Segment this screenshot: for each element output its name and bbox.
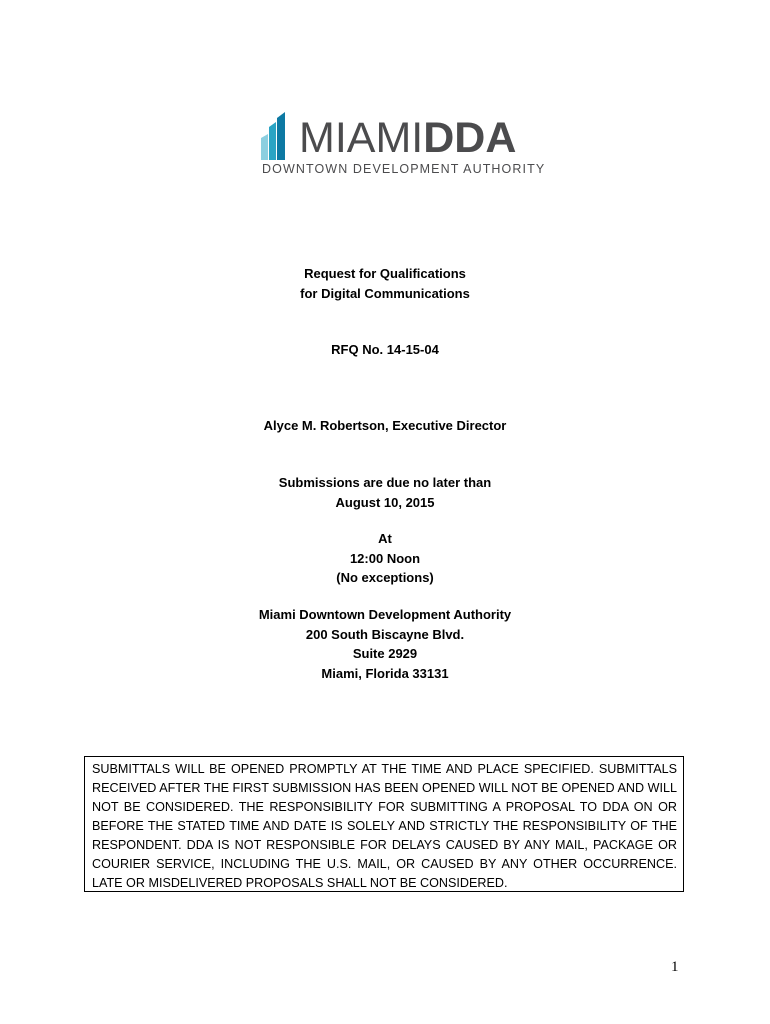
title-line-2: for Digital Communications (300, 285, 470, 301)
title-line-1: Request for Qualifications (304, 266, 466, 281)
address-suite: Suite 2929 (352, 646, 418, 661)
address-street: 200 South Biscayne Blvd. (305, 626, 465, 642)
time-note: (No exceptions) (336, 570, 434, 585)
due-line-2: August 10, 2015 (335, 494, 435, 510)
due-time (0, 529, 770, 588)
due-date (0, 473, 770, 512)
submittal-notice-text: SUBMITTALS WILL BE OPENED PROMPTLY AT THE TIME AND PLACE SPECIFIED. SUBMITTALS RECEIVED AFTER THE FIRST SUBMISSION HAS BEEN OPENED WILL NOT BE OPENED AND WILL NOT BE CONSIDERED. THE RESPONSIBILITY FOR SUBMITTING A PROPOSAL TO DDA ON OR BEFORE THE STATED TIME AND DATE IS SOLELY AND STRICTLY THE RESPONSIBILITY OF THE RESPONDENT. DDA IS NOT RESPONSIBLE FOR DELAYS CAUSED BY ANY MAIL, PACKAGE OR COURIER SERVICE, INCLUDING THE U.S. MAIL, OR CAUSED BY ANY OTHER OCCURRENCE. LATE OR MISDELIVERED PROPOSALS SHALL NOT BE CONSIDERED. (92, 762, 677, 890)
address-org: Miami Downtown Development Authority (258, 607, 512, 622)
director (0, 416, 770, 436)
logo-word-light: MIAMI (299, 114, 424, 162)
logo-word-bold: DDA (423, 114, 517, 162)
due-line-1: Submissions are due no later than (278, 475, 492, 490)
address-block (0, 605, 770, 683)
miami-dda-logo (261, 110, 546, 180)
document-title (0, 264, 770, 303)
address-city: Miami, Florida 33131 (321, 665, 449, 681)
logo-subtitle: DOWNTOWN DEVELOPMENT AUTHORITY (262, 162, 546, 176)
submittal-notice-box (84, 756, 684, 892)
rfq-number-text: RFQ No. 14-15-04 (331, 342, 439, 357)
time-value: 12:00 Noon (349, 550, 421, 566)
page-number: 1 (671, 959, 679, 975)
time-at: At (378, 531, 392, 546)
rfq-number (0, 340, 770, 360)
logo-wordmark (299, 114, 516, 162)
logo-bars-icon (261, 112, 295, 160)
director-text: Alyce M. Robertson, Executive Director (263, 418, 507, 433)
